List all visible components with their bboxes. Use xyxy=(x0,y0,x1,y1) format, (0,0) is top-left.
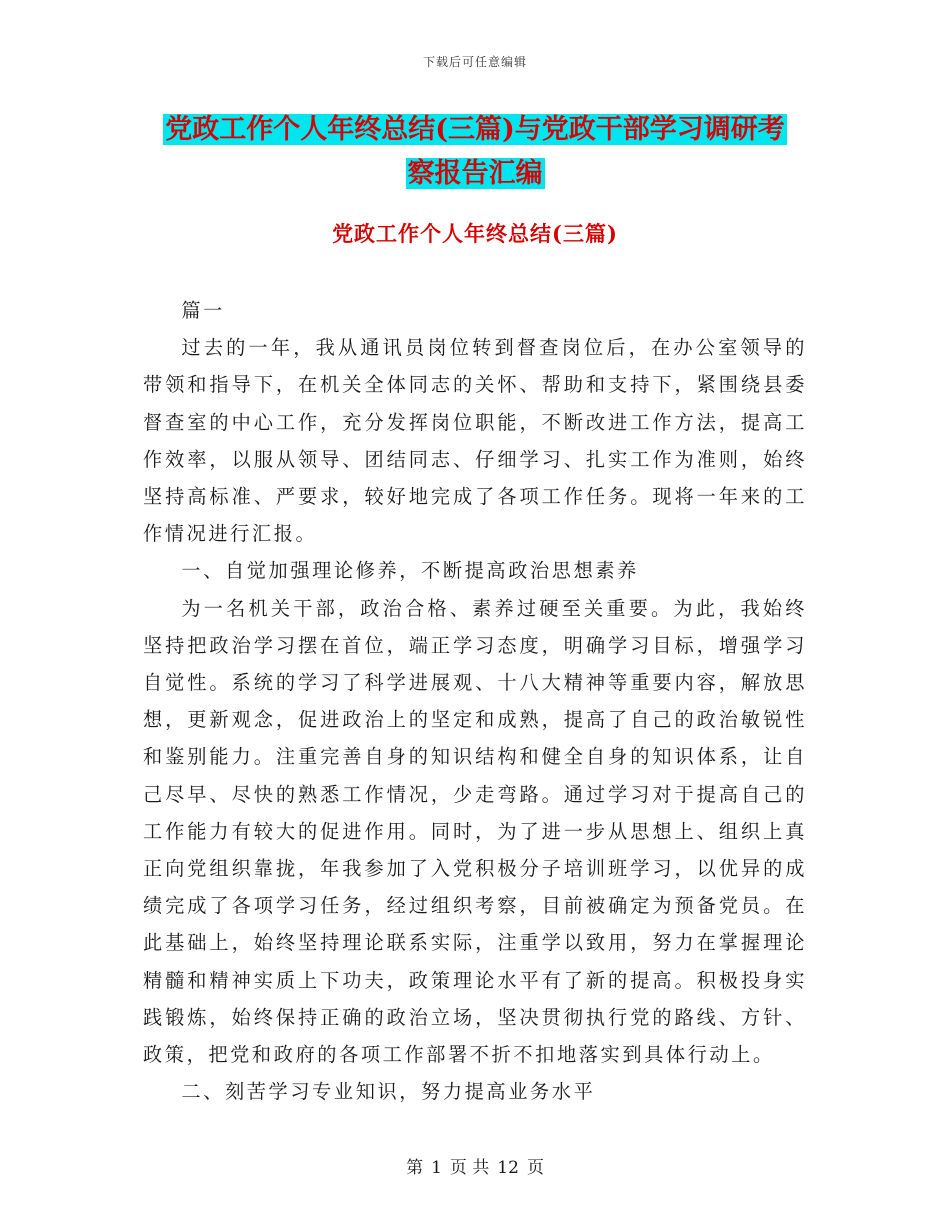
title-line-2: 察报告汇编 xyxy=(407,158,543,189)
document-body xyxy=(143,292,807,1110)
paragraph-part-label: 篇一 xyxy=(181,299,225,322)
heading-section-2: 二、刻苦学习专业知识，努力提高业务水平 xyxy=(181,1080,596,1104)
header-note: 下载后可任意编辑 xyxy=(422,55,527,69)
footer-page-number: 1 xyxy=(431,1158,442,1178)
section-title: 党政工作个人年终总结(三篇) xyxy=(332,221,618,246)
page-footer xyxy=(0,1153,950,1178)
footer-middle: 页 共 xyxy=(449,1158,490,1178)
document-title xyxy=(140,108,810,196)
title-line-1: 党政工作个人年终总结(三篇)与党政干部学习调研考 xyxy=(165,114,785,145)
paragraph-intro: 过去的一年，我从通讯员岗位转到督查岗位后，在办公室领导的带领和指导下，在机关全体同志的关怀、帮助和支持下，紧围绕县委督查室的中心工作，充分发挥岗位职能，不断改进工作方法，提高工作效率，以服从领导、团结同志、仔细学习、扎实工作为准则，始终坚持高标准、严要求，较好地完成了各项工作任务。现将一年来的工作情况进行汇报。 xyxy=(143,336,807,546)
footer-total-pages: 12 xyxy=(497,1158,519,1178)
paragraph-section-1: 为一名机关干部，政治合格、素养过硬至关重要。为此，我始终坚持把政治学习摆在首位，端正学习态度，明确学习目标，增强学习自觉性。系统的学习了科学进展观、十八大精神等重要内容，解放思想，更新观念，促进政治上的坚定和成熟，提高了自己的政治敏锐性和鉴别能力。注重完善自身的知识结构和健全自身的知识体系，让自己尽早、尽快的熟悉工作情况，少走弯路。通过学习对于提高自己的工作能力有较大的促进作用。同时，为了进一步从思想上、组织上真正向党组织靠拢，年我参加了入党积极分子培训班学习，以优异的成绩完成了各项学习任务，经过组织考察，目前被确定为预备党员。在此基础上，始终坚持理论联系实际，注重学以致用，努力在掌握理论精髓和精神实质上下功夫，政策理论水平有了新的提高。积极投身实践锻炼，始终保持正确的政治立场，坚决贯彻执行党的路线、方针、政策，把党和政府的各项工作部署不折不扣地落实到具体行动上。 xyxy=(143,596,807,1067)
footer-suffix: 页 xyxy=(526,1158,544,1178)
footer-prefix: 第 xyxy=(406,1158,424,1178)
heading-section-1: 一、自觉加强理论修养，不断提高政治思想素养 xyxy=(181,559,639,583)
